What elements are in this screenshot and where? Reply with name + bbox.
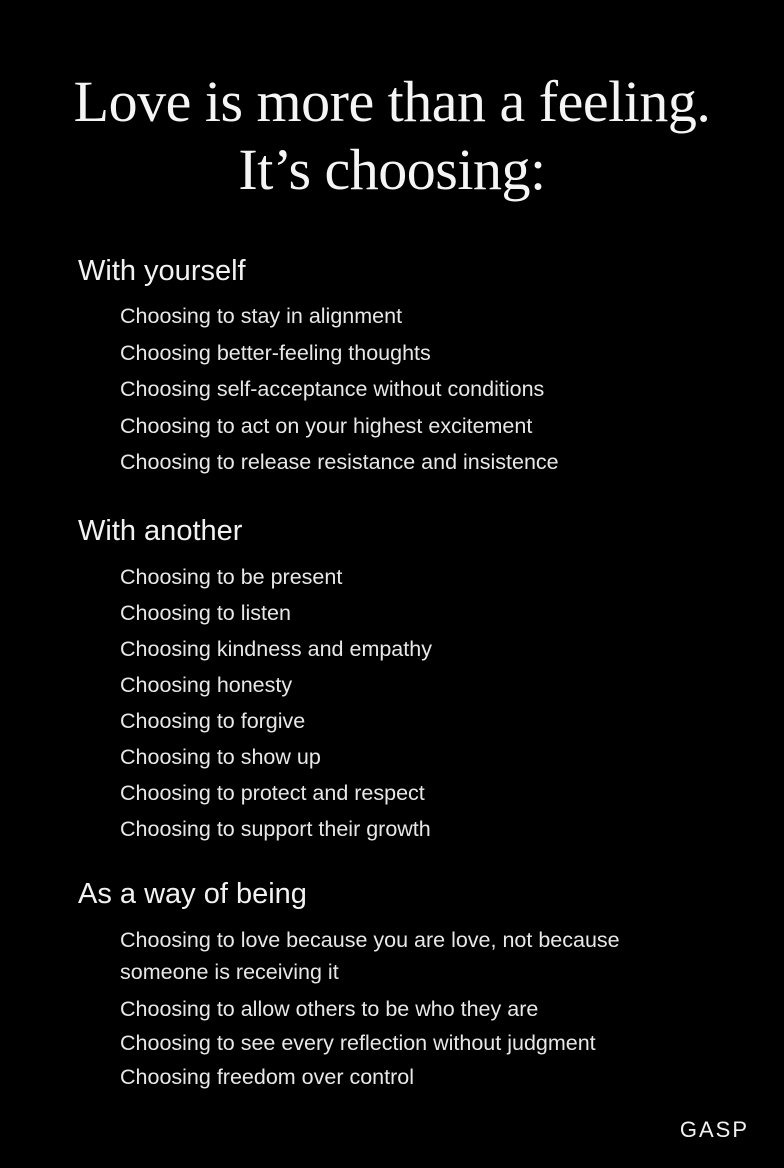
- list-item: Choosing honesty: [120, 673, 293, 697]
- list-with-yourself: [120, 298, 559, 481]
- list-with-another: [120, 559, 432, 847]
- list-item: Choosing to see every reflection without judgment: [120, 1031, 596, 1055]
- list-item: Choosing to be present: [120, 565, 343, 589]
- list-item: Choosing to protect and respect: [120, 781, 425, 805]
- list-item: Choosing self-acceptance without conditions: [120, 377, 545, 401]
- list-item: Choosing to support their growth: [120, 817, 431, 841]
- list-item: Choosing to listen: [120, 601, 291, 625]
- list-item: Choosing better-feeling thoughts: [120, 340, 431, 365]
- list-item: Choosing to allow others to be who they are: [120, 997, 539, 1021]
- section-heading-with-yourself: With yourself: [78, 255, 246, 287]
- list-item: Choosing to act on your highest excitement: [120, 413, 533, 438]
- list-item: Choosing to stay in alignment: [120, 304, 403, 328]
- list-item: Choosing freedom over control: [120, 1065, 414, 1089]
- brand-logo-text: GASP: [679, 1117, 749, 1142]
- list-item: Choosing to release resistance and insistence: [120, 450, 559, 474]
- list-item: Choosing to love because you are love, not because someone is receiving it: [120, 928, 620, 984]
- title-line-1: Love is more than a feeling.: [73, 69, 711, 134]
- list-way-of-being: [120, 924, 660, 1094]
- list-item: Choosing kindness and empathy: [120, 637, 432, 661]
- section-heading-way-of-being: As a way of being: [78, 878, 307, 910]
- title-line-2: It’s choosing:: [238, 137, 546, 202]
- list-item: Choosing to forgive: [120, 709, 306, 733]
- page-title: [0, 68, 784, 204]
- list-item: Choosing to show up: [120, 745, 321, 769]
- section-heading-with-another: With another: [78, 515, 243, 547]
